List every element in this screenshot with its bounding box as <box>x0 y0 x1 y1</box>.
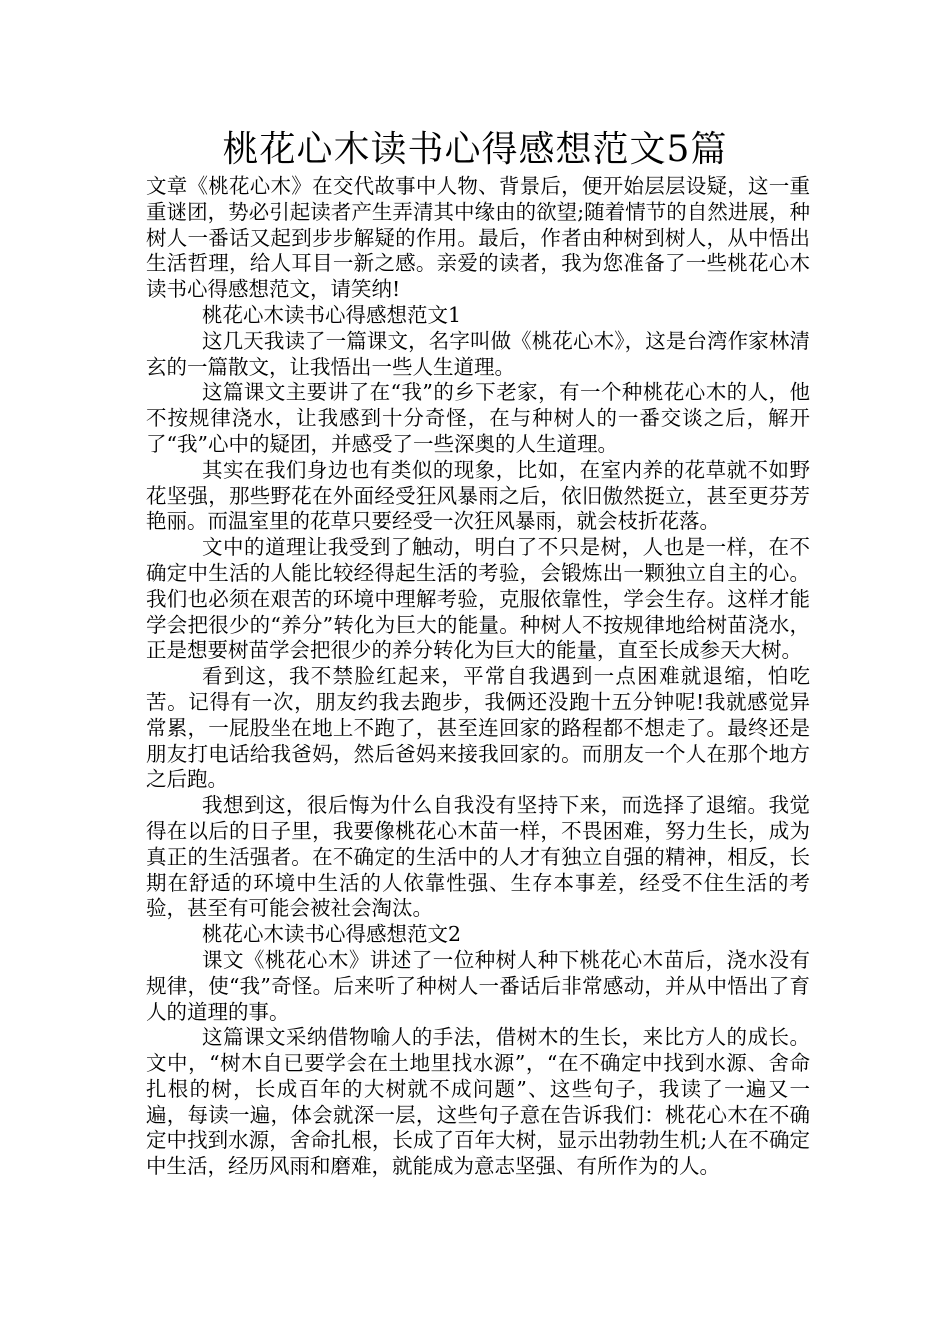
body-paragraph: 其实在我们身边也有类似的现象，比如，在室内养的花草就不如野花坚强，那些野花在外面经受狂风暴雨之后，依旧傲然挺立，甚至更芬芳艳丽。而温室里的花草只要经受一次狂风暴雨，就会枝折花落。 <box>146 457 810 534</box>
body-paragraph: 这篇课文主要讲了在“我”的乡下老家，有一个种桃花心木的人，他不按规律浇水，让我感到十分奇怪，在与种树人的一番交谈之后，解开了“我”心中的疑团，并感受了一些深奥的人生道理。 <box>146 380 810 456</box>
intro-paragraph: 文章《桃花心木》在交代故事中人物、背景后，便开始层层设疑，这一重重谜团，势必引起读者产生弄清其中缘由的欲望;随着情节的自然进展，种树人一番话又起到步步解疑的作用。最后，作者由种树到树人，从中悟出生活哲理，给人耳目一新之感。亲爱的读者，我为您准备了一些桃花心木读书心得感想范文，请笑纳! <box>146 174 810 302</box>
body-paragraph: 文中的道理让我受到了触动，明白了不只是树，人也是一样，在不确定中生活的人能比较经得起生活的考验，会锻炼出一颗独立自主的心。我们也必须在艰苦的环境中理解考验，克服依靠性，学会生存。这样才能学会把很少的“养分”转化为巨大的能量。种树人不按规律地给树苗浇水，正是想要树苗学会把很少的养分转化为巨大的能量，直至长成参天大树。 <box>146 535 810 663</box>
body-paragraph: 看到这，我不禁脸红起来，平常自我遇到一点困难就退缩，怕吃苦。记得有一次，朋友约我去跑步，我俩还没跑十五分钟呢!我就感觉异常累，一屁股坐在地上不跑了，甚至连回家的路程都不想走了。最终还是朋友打电话给我爸妈，然后爸妈来接我回家的。而朋友一个人在那个地方之后跑。 <box>146 664 810 792</box>
section-heading-2: 桃花心木读书心得感想范文2 <box>202 922 462 947</box>
body-paragraph: 我想到这，很后悔为什么自我没有坚持下来，而选择了退缩。我觉得在以后的日子里，我要像桃花心木苗一样，不畏困难，努力生长，成为真正的生活强者。在不确定的生活中的人才有独立自强的精神，相反，长期在舒适的环境中生活的人依靠性强、生存本事差，经受不住生活的考验，甚至有可能会被社会淘汰。 <box>146 793 810 921</box>
section-heading-1: 桃花心木读书心得感想范文1 <box>202 302 462 327</box>
body-paragraph: 课文《桃花心木》讲述了一位种树人种下桃花心木苗后，浇水没有规律，使“我”奇怪。后来听了种树人一番话后非常感动，并从中悟出了育人的道理的事。 <box>146 947 810 1024</box>
body-paragraph: 这篇课文采纳借物喻人的手法，借树木的生长，来比方人的成长。文中，“树木自已要学会在土地里找水源”，“在不确定中找到水源、舍命扎根的树，长成百年的大树就不成问题”、这些句子，我读了一遍又一遍，每读一遍，体会就深一层，这些句子意在告诉我们：桃花心木在不确定中找到水源，舍命扎根，长成了百年大树，显示出勃勃生机;人在不确定中生活，经历风雨和磨难，就能成为意志坚强、有所作为的人。 <box>146 1025 810 1179</box>
document-title: 桃花心木读书心得感想范文5篇 <box>222 129 728 170</box>
document-body <box>146 174 810 1180</box>
body-paragraph: 这几天我读了一篇课文，名字叫做《桃花心木》，这是台湾作家林清玄的一篇散文，让我悟出一些人生道理。 <box>146 328 810 379</box>
